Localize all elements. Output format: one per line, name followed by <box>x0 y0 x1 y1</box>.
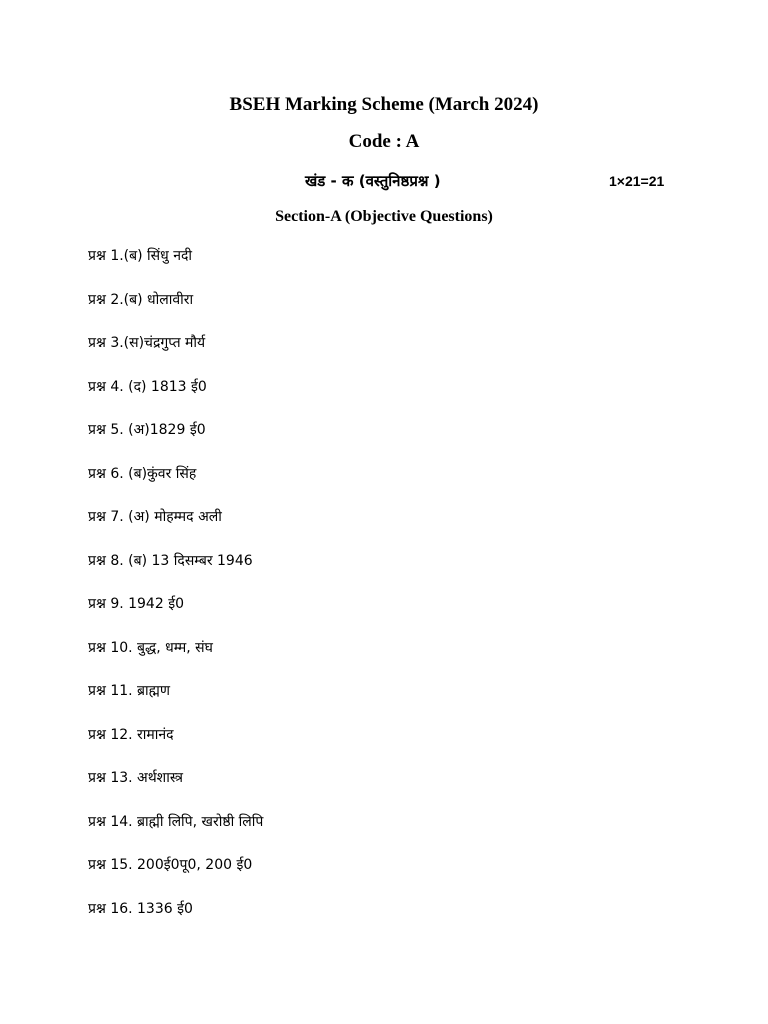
answer-item: प्रश्न 12. रामानंद <box>88 726 174 743</box>
section-marks: 1×21=21 <box>609 173 665 189</box>
answer-item: प्रश्न 13. अर्थशास्त्र <box>88 770 183 786</box>
answer-item: प्रश्न 2.(ब) धोलावीरा <box>88 291 194 308</box>
answer-list <box>88 244 263 940</box>
document-title: BSEH Marking Scheme (March 2024) <box>229 94 539 115</box>
answer-item: प्रश्न 7. (अ) मोहम्मद अली <box>88 509 222 525</box>
answer-item: प्रश्न 4. (द) 1813 ई0 <box>88 378 207 395</box>
answer-item: प्रश्न 9. 1942 ई0 <box>88 596 184 612</box>
answer-item: प्रश्न 14. ब्राह्मी लिपि, खरोष्ठी लिपि <box>88 813 264 830</box>
answer-item: प्रश्न 6. (ब)कुंवर सिंह <box>88 465 197 482</box>
section-heading-english: Section-A (Objective Questions) <box>275 208 493 225</box>
answer-item: प्रश्न 11. ब्राह्मण <box>88 683 170 699</box>
answer-item: प्रश्न 15. 200ई0पू0, 200 ई0 <box>88 857 253 873</box>
answer-item: प्रश्न 8. (ब) 13 दिसम्बर 1946 <box>88 552 253 569</box>
section-heading-hindi: खंड - क (वस्तुनिष्ठप्रश्न ) <box>305 172 441 190</box>
answer-item: प्रश्न 10. बुद्ध, धम्म, संघ <box>88 639 213 656</box>
answer-item: प्रश्न 3.(स)चंद्रगुप्त मौर्य <box>88 335 206 351</box>
answer-item: प्रश्न 16. 1336 ई0 <box>88 900 193 917</box>
paper-code: Code : A <box>348 131 420 152</box>
answer-item: प्रश्न 5. (अ)1829 ई0 <box>88 422 206 438</box>
answer-item: प्रश्न 1.(ब) सिंधु नदी <box>88 248 193 264</box>
